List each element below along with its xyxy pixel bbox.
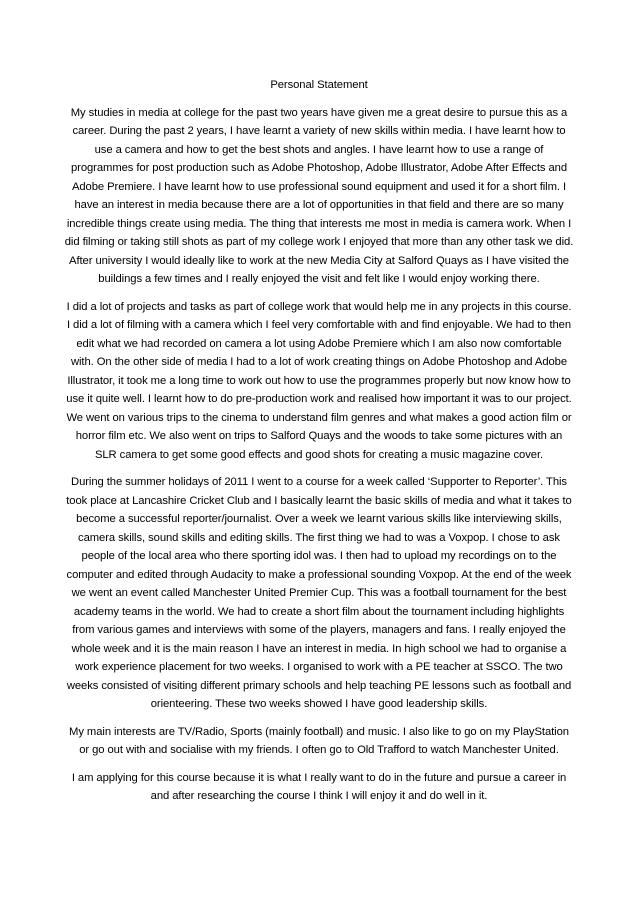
- paragraph-college-projects: I did a lot of projects and tasks as part of college work that would help me in any projects in this course. I did a lot of filming with a camera which I feel very comfortable with and find enjoyable. We had to then edit what we had recorded on camera a lot using Adobe Premiere which I am also now comfortable with. On the other side of media I had to a lot of work creating things on Adobe Photoshop and Adobe Illustrator, it took me a long time to work out how to use the programmes properly but now know how to use it quite well. I learnt how to do pre-production work and realised how important it was to our project. We went on various trips to the cinema to understand film genres and what makes a good action film or horror film etc. We also went on trips to Salford Quays and the woods to take some pictures with an SLR camera to get some good effects and good shots for creating a music magazine cover.: [66, 300, 572, 461]
- document-title: Personal Statement: [270, 79, 368, 91]
- paragraph-summer-course: During the summer holidays of 2011 I went to a course for a week called ‘Supporter to Reporter’. This took place at Lancashire Cricket Club and I basically learnt the basic skills of media and what it takes to become a successful reporter/journalist. Over a week we learnt various skills like interviewing skills, camera skills, sound skills and editing skills. The first thing we had to was a Voxpop. I chose to ask people of the local area who there sporting idol was. I then had to upload my recordings on to the computer and edited through Audacity to make a professional sounding Voxpop. At the end of the week we went an event called Manchester United Premier Cup. This was a football tournament for the best academy teams in the world. We had to create a short film about the tournament including highlights from various games and interviews with some of the players, managers and fans. I really enjoyed the whole week and it is the main reason I have an interest in media. In high school we had to organise a work experience placement for two weeks. I organised to work with a PE teacher at SSCO. The two weeks consisted of visiting different primary schools and help teaching PE lessons such as football and orienteering. These two weeks showed I have good leadership skills.: [66, 476, 572, 710]
- document-page: [64, 76, 574, 806]
- paragraph-interests: My main interests are TV/Radio, Sports (mainly football) and music. I also like to go on my PlayStation or go out with and socialise with my friends. I often go to Old Trafford to watch Manchester United.: [69, 725, 569, 756]
- paragraph-media-studies: My studies in media at college for the past two years have given me a great desire to pursue this as a career. During the past 2 years, I have learnt a variety of new skills within media. I have learnt how to use a camera and how to get the best shots and angles. I have learnt how to use a range of programmes for post production such as Adobe Photoshop, Adobe Illustrator, Adobe After Effects and Adobe Premiere. I have learnt how to use professional sound equipment and used it for a short film. I have an interest in media because there are a lot of opportunities in that field and there are so many incredible things create using media. The thing that interests me most in media is camera work. When I did filming or taking still shots as part of my college work I enjoyed that more than any other task we did. After university I would ideally like to work at the new Media City at Salford Quays as I have visited the buildings a few times and I really enjoyed the visit and felt like I would enjoy working there.: [64, 106, 574, 285]
- paragraph-application-reason: I am applying for this course because it is what I really want to do in the future and pursue a career in and after researching the course I think I will enjoy it and do well in it.: [71, 771, 567, 802]
